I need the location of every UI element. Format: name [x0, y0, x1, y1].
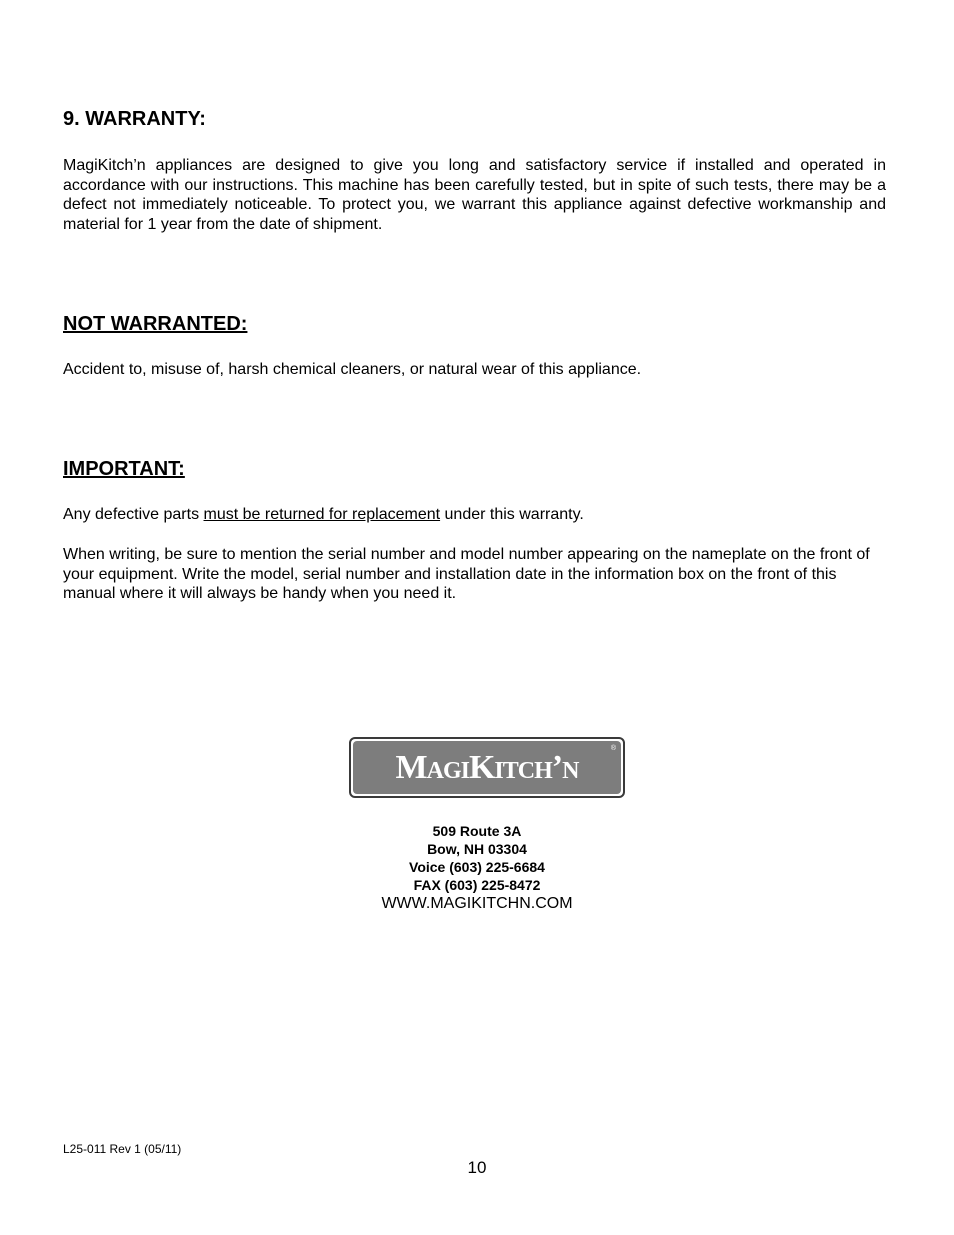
returns-text-post: under this warranty. — [440, 506, 584, 523]
registered-mark-icon: ® — [610, 745, 616, 752]
warranty-heading: 9. WARRANTY: — [63, 108, 206, 130]
not-warranted-heading: NOT WARRANTED: — [63, 313, 248, 335]
website-link[interactable]: WWW.MAGIKITCHN.COM — [381, 895, 573, 912]
important-heading: IMPORTANT: — [63, 458, 185, 480]
address-block — [0, 822, 954, 914]
important-writing-paragraph: When writing, be sure to mention the serial number and model number appearing on the nameplate on the front of your equipment. Write the model, serial number and installation date in the information box on the front of this manual where it will always be handy when you need it. — [63, 546, 870, 602]
magikitchn-logo — [349, 737, 625, 798]
logo-plate — [353, 741, 621, 794]
address-voice: Voice (603) 225-6684 — [409, 859, 545, 875]
address-city: Bow, NH 03304 — [427, 841, 527, 857]
returns-text-pre: Any defective parts — [63, 506, 204, 523]
document-code: L25-011 Rev 1 (05/11) — [63, 1142, 182, 1156]
logo-wordmark: MagiKitch’n — [395, 748, 579, 786]
returns-text-underlined: must be returned for replacement — [203, 506, 441, 523]
important-returns-paragraph — [63, 505, 886, 525]
page-number: 10 — [467, 1158, 487, 1177]
warranty-body: MagiKitch’n appliances are designed to give you long and satisfactory service if installed and operated in accordance with our instructions. This machine has been carefully tested, but in spite of such tests, there may be a defect not immediately noticeable. To protect you, we warrant this appliance against defective workmanship and material for 1 year from the date of shipment. — [63, 157, 886, 233]
address-fax: FAX (603) 225-8472 — [413, 877, 541, 893]
not-warranted-body: Accident to, misuse of, harsh chemical cleaners, or natural wear of this appliance. — [63, 361, 642, 378]
address-street: 509 Route 3A — [432, 823, 522, 839]
